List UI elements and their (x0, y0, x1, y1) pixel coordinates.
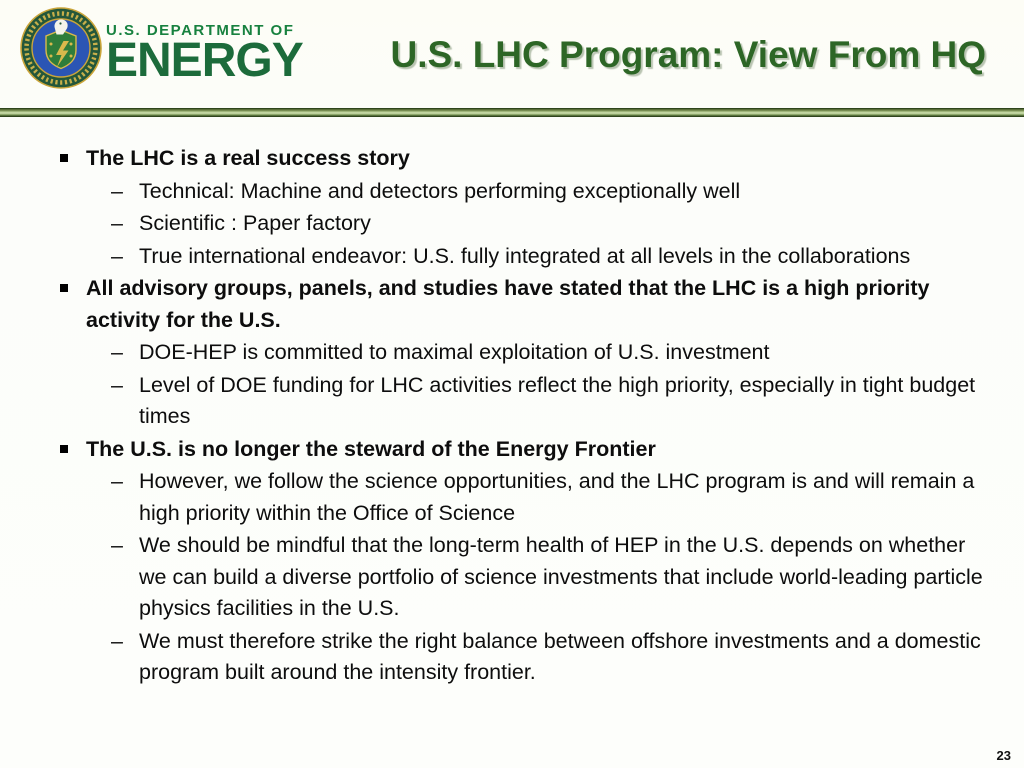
square-bullet-marker (60, 445, 68, 453)
bullet-text: True international endeavor: U.S. fully integrated at all levels in the collaborations (139, 243, 911, 268)
dash-bullet-marker: – (111, 243, 123, 268)
bullet-text: We must therefore strike the right balance between offshore investments and a domestic program built around the intensity frontier. (139, 628, 981, 684)
dash-bullet-marker: – (111, 628, 123, 653)
page-number: 23 (996, 748, 1011, 763)
dash-bullet-marker: – (111, 178, 123, 203)
dash-bullet-marker: – (111, 372, 123, 397)
doe-energy-line: ENERGY (106, 34, 303, 87)
bullet-text: Level of DOE funding for LHC activities reflect the high priority, especially in tight budget times (139, 372, 976, 428)
bullet-item (0, 273, 996, 336)
bullet-text: We should be mindful that the long-term health of HEP in the U.S. depends on whether we can build a diverse portfolio of science investments that include world-leading particle physics facilities in the U.S. (139, 533, 983, 620)
bullet-text: However, we follow the science opportunities, and the LHC program is and will remain a high priority within the Office of Science (139, 469, 975, 525)
square-bullet-marker (60, 154, 68, 162)
sub-bullet-item (0, 176, 996, 208)
bullet-list (0, 143, 996, 690)
sub-bullet-item (0, 208, 996, 240)
bullet-item (0, 143, 996, 175)
dash-bullet-marker: – (111, 340, 123, 364)
doe-wordmark (106, 6, 303, 87)
sub-bullet-item (0, 337, 996, 369)
sub-bullet-item (0, 370, 996, 433)
doe-logo (20, 6, 303, 90)
doe-seal-icon (20, 6, 102, 90)
bullet-text: The U.S. is no longer the steward of the Energy Frontier (86, 436, 656, 461)
slide-title: U.S. LHC Program: View From HQ (390, 34, 986, 75)
sub-bullet-item (0, 626, 996, 689)
dash-bullet-marker: – (111, 469, 123, 493)
sub-bullet-item (0, 466, 996, 529)
slide-header (0, 0, 1024, 108)
header-divider (0, 108, 1024, 117)
bullet-text: DOE-HEP is committed to maximal exploitation of U.S. investment (139, 340, 770, 364)
bullet-text: Technical: Machine and detectors performing exceptionally well (139, 178, 741, 203)
bullet-text: Scientific : Paper factory (139, 211, 371, 235)
bullet-text: All advisory groups, panels, and studies have stated that the LHC is a high priority activity for the U.S. (86, 276, 930, 332)
bullet-text: The LHC is a real success story (86, 146, 410, 170)
doe-dept-line: U.S. DEPARTMENT OF (106, 22, 295, 39)
square-bullet-marker (60, 284, 68, 292)
bullet-item (0, 434, 996, 466)
dash-bullet-marker: – (111, 533, 123, 557)
dash-bullet-marker: – (111, 211, 123, 235)
sub-bullet-item (0, 530, 996, 625)
sub-bullet-item (0, 241, 996, 273)
